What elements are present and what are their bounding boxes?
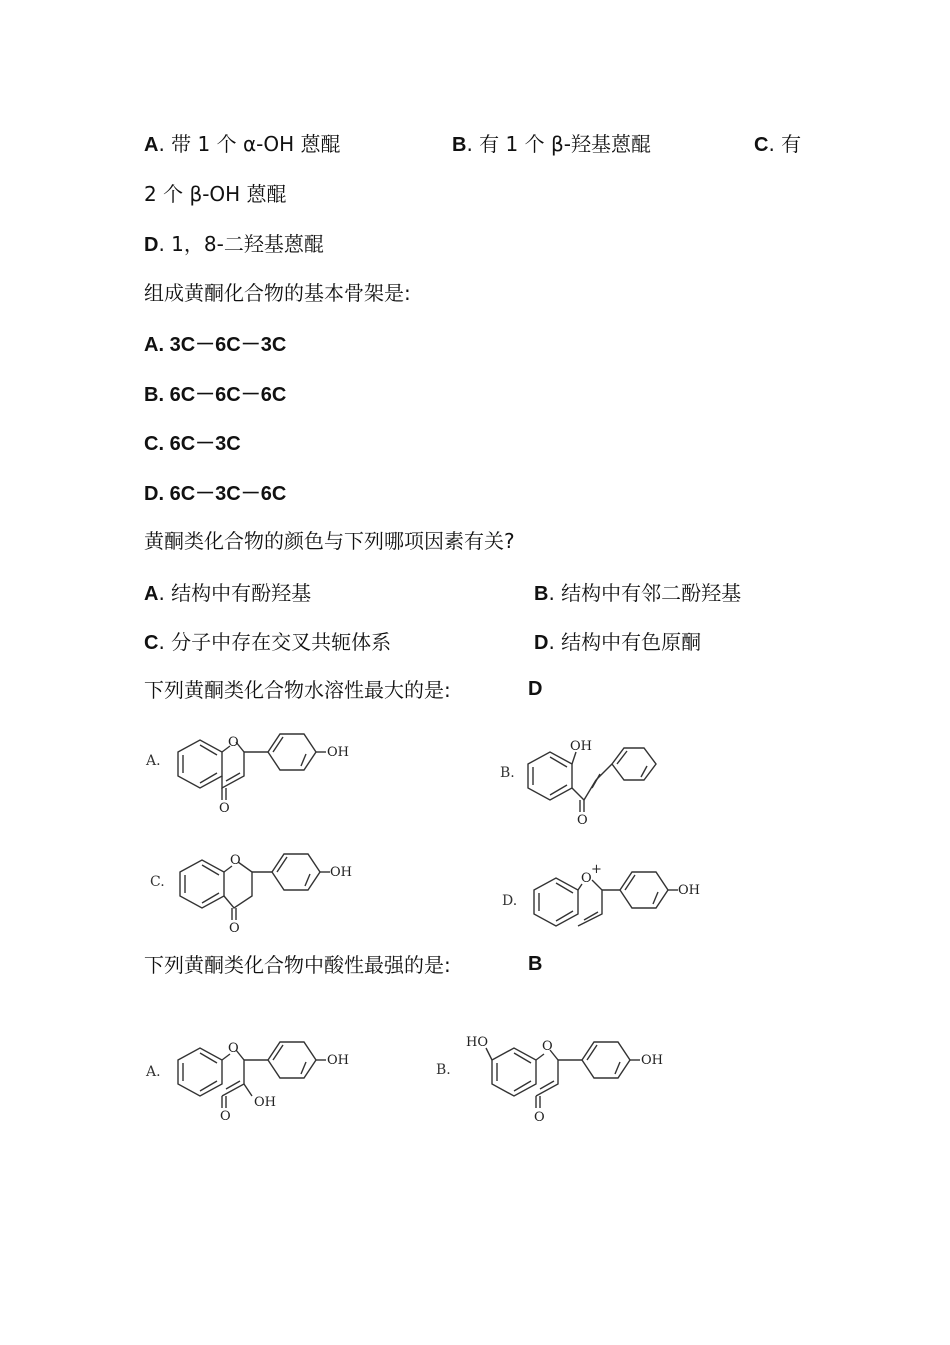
q2-option-b	[534, 581, 741, 606]
hydroxyl-group-7: HO	[466, 1035, 488, 1050]
hydroxyl-group: OH	[327, 1053, 349, 1068]
option-text: . 1，8-二羟基蒽醌	[158, 232, 324, 256]
option-text: . 6C－6C－6C	[158, 384, 287, 406]
q3-struct-d-label: D.	[502, 893, 518, 909]
option-text: . 结构中有色原酮	[548, 630, 702, 654]
q1-option-b	[144, 382, 286, 407]
ring-oxygen: O	[228, 1041, 239, 1056]
option-label: B	[534, 583, 549, 605]
q3-struct-b-diagram	[520, 740, 670, 830]
q2-stem: 黄酮类化合物的颜色与下列哪项因素有关?	[144, 529, 515, 553]
q1-option-a	[144, 332, 286, 357]
ketone-oxygen: O	[577, 813, 588, 828]
q3-struct-c-label: C.	[150, 874, 165, 890]
option-label: B	[452, 134, 467, 156]
q1-stem: 组成黄酮化合物的基本骨架是:	[144, 281, 411, 305]
option-label: C	[754, 134, 769, 156]
option-label: A	[144, 334, 159, 356]
q2-option-c	[144, 630, 391, 655]
prev-option-c	[754, 132, 801, 157]
hydroxyl-group: OH	[678, 883, 700, 898]
option-text: . 带 1 个 α-OH 蒽醌	[158, 132, 341, 156]
q2-option-d	[534, 630, 701, 655]
prev-option-a	[144, 132, 341, 157]
q4-struct-a-diagram	[170, 1036, 360, 1126]
option-label: B	[144, 384, 159, 406]
q1-option-d	[144, 481, 286, 506]
prev-option-b	[452, 132, 651, 157]
option-label: A	[144, 134, 159, 156]
ring-oxygen: O	[230, 853, 241, 868]
option-text: . 有	[768, 132, 802, 156]
q4-stem: 下列黄酮类化合物中酸性最强的是:	[144, 953, 451, 977]
q1-option-c	[144, 431, 241, 456]
hydroxyl-group: OH	[327, 745, 349, 760]
option-text: . 结构中有邻二酚羟基	[548, 581, 742, 605]
q4-answer: B	[528, 953, 543, 975]
option-label: C	[144, 433, 159, 455]
q3-stem: 下列黄酮类化合物水溶性最大的是:	[144, 678, 451, 702]
option-text: . 6C－3C－6C	[158, 483, 287, 505]
option-label: A	[144, 583, 159, 605]
option-label: C	[144, 632, 159, 654]
q4-struct-a-label: A.	[146, 1064, 161, 1080]
ketone-oxygen: O	[219, 801, 230, 816]
hydroxyl-group: OH	[641, 1053, 663, 1068]
ring-oxygen: O	[542, 1039, 553, 1054]
ring-oxygen: O	[581, 871, 592, 886]
hydroxyl-group-3: OH	[254, 1095, 276, 1110]
hydroxyl-group: OH	[570, 739, 592, 754]
hydroxyl-group: OH	[330, 865, 352, 880]
option-text: . 有 1 个 β-羟基蒽醌	[466, 132, 651, 156]
option-label: D	[144, 483, 159, 505]
q4-struct-b-label: B.	[436, 1062, 451, 1078]
prev-option-d	[144, 232, 324, 257]
q3-answer: D	[528, 678, 543, 700]
ketone-oxygen: O	[534, 1110, 545, 1125]
option-text: . 结构中有酚羟基	[158, 581, 312, 605]
positive-charge: +	[591, 862, 602, 877]
option-label: D	[534, 632, 549, 654]
q2-option-a	[144, 581, 311, 606]
option-text: . 6C－3C	[158, 433, 241, 455]
ketone-oxygen: O	[220, 1109, 231, 1124]
ketone-oxygen: O	[229, 921, 240, 936]
option-label: D	[144, 234, 159, 256]
prev-option-c-continued: 2 个 β-OH 蒽醌	[144, 182, 287, 206]
option-text: . 分子中存在交叉共轭体系	[158, 630, 392, 654]
q4-struct-b-diagram	[462, 1030, 682, 1125]
q3-struct-d-diagram	[526, 862, 706, 942]
q3-struct-a-label: A.	[146, 753, 161, 769]
q3-struct-b-label: B.	[500, 765, 515, 781]
q3-struct-c-diagram	[172, 848, 352, 938]
option-text: . 3C－6C－3C	[158, 334, 287, 356]
q3-struct-a-diagram	[170, 728, 350, 818]
ring-oxygen: O	[228, 735, 239, 750]
